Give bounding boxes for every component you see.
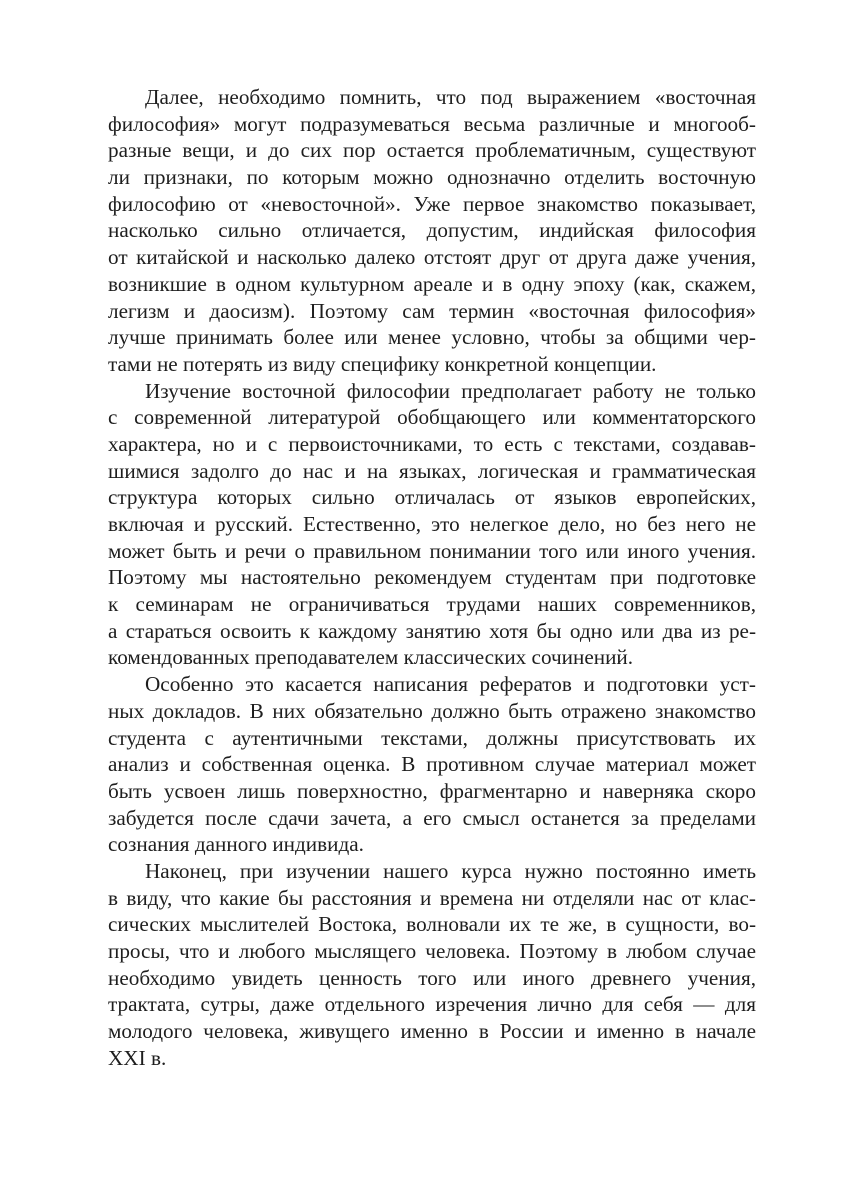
paragraph-line: комендованных преподавателем классических сочинений. — [108, 645, 634, 670]
paragraph-line: может быть и речи о правильном понимании того или иного учения. — [108, 538, 756, 563]
paragraph-line: быть усвоен лишь поверхностно, фрагментарно и наверняка скоро — [108, 778, 756, 803]
paragraph-line: тами не потерять из виду специфику конкретной концепции. — [108, 351, 657, 376]
paragraph-line: возникшие в одном культурном ареале и в одну эпоху (как, скажем, — [108, 271, 756, 296]
paragraph-line: шимися задолго до нас и на языках, логическая и грамматическая — [108, 458, 756, 483]
paragraph-line: ных докладов. В них обязательно должно быть отражено знакомство — [108, 698, 756, 723]
paragraph-4 — [108, 858, 756, 1072]
paragraph-1 — [108, 84, 756, 378]
paragraph-line: сических мыслителей Востока, волновали их те же, в сущности, во- — [108, 912, 756, 937]
paragraph-line: насколько сильно отличается, допустим, индийская философия — [108, 218, 756, 243]
paragraph-line: забудется после сдачи зачета, а его смысл останется за пределами — [108, 805, 756, 830]
paragraph-line: необходимо увидеть ценность того или иного древнего учения, — [108, 965, 756, 990]
paragraph-line: легизм и даосизм). Поэтому сам термин «восточная философия» — [108, 298, 756, 323]
paragraph-line: анализ и собственная оценка. В противном случае материал может — [108, 752, 756, 777]
paragraph-2 — [108, 378, 756, 672]
paragraph-line: молодого человека, живущего именно в России и именно в начале — [108, 1019, 756, 1044]
paragraph-line: сознания данного индивида. — [108, 832, 364, 857]
paragraph-line: Особенно это касается написания рефератов и подготовки уст- — [145, 672, 756, 697]
page-text — [108, 84, 756, 1071]
paragraph-line: к семинарам не ограничиваться трудами наших современников, — [108, 592, 756, 617]
paragraph-line: трактата, сутры, даже отдельного изречения лично для себя — для — [108, 992, 756, 1017]
paragraph-line: включая и русский. Естественно, это нелегкое дело, но без него не — [108, 512, 756, 536]
paragraph-line: Поэтому мы настоятельно рекомендуем студентам при подготовке — [108, 565, 756, 590]
paragraph-line: философию от «невосточной». Уже первое знакомство показывает, — [108, 191, 756, 216]
paragraph-line: структура которых сильно отличалась от языков европейских, — [108, 485, 756, 510]
paragraph-line: XXI в. — [108, 1045, 167, 1070]
paragraph-line: Далее, необходимо помнить, что под выражением «восточная — [145, 85, 756, 109]
paragraph-line: в виду, что какие бы расстояния и времена ни отделяли нас от клас- — [108, 885, 756, 910]
paragraph-line: Наконец, при изучении нашего курса нужно постоянно иметь — [145, 858, 756, 883]
paragraph-line: а стараться освоить к каждому занятию хотя бы одно или два из ре- — [108, 618, 756, 643]
paragraph-line: от китайской и насколько далеко отстоят друг от друга даже учения, — [108, 245, 756, 270]
paragraph-line: Изучение восточной философии предполагает работу не только — [145, 378, 756, 403]
paragraph-line: разные вещи, и до сих пор остается проблематичным, существуют — [108, 138, 756, 163]
paragraph-line: с современной литературой обобщающего или комментаторского — [108, 405, 756, 430]
paragraph-3 — [108, 671, 756, 858]
paragraph-line: философия» могут подразумеваться весьма различные и многооб- — [108, 111, 756, 136]
paragraph-line: лучше принимать более или менее условно, чтобы за общими чер- — [108, 325, 756, 350]
paragraph-line: ли признаки, по которым можно однозначно отделить восточную — [108, 165, 756, 190]
paragraph-line: просы, что и любого мыслящего человека. Поэтому в любом случае — [108, 939, 756, 963]
paragraph-line: студента с аутентичными текстами, должны присутствовать их — [108, 725, 756, 750]
paragraph-line: характера, но и с первоисточниками, то есть с текстами, создавав- — [108, 431, 756, 456]
